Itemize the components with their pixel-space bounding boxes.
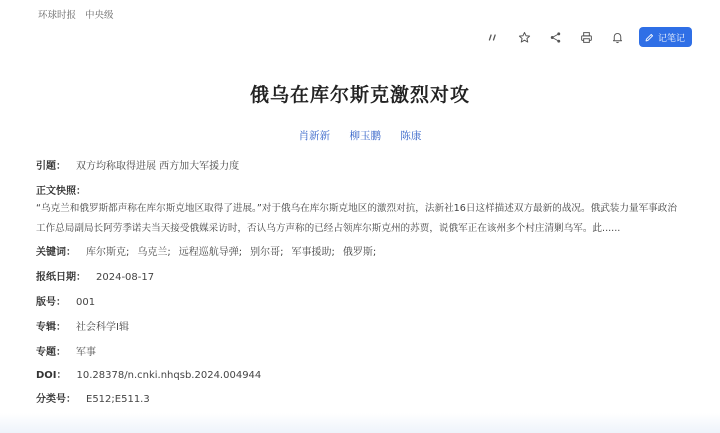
bottom-band	[0, 413, 720, 433]
summary-text: “乌克兰和俄罗斯都声称在库尔斯克地区取得了进展。”对于俄乌在库尔斯克地区的激烈对抗，法新社16日这样描述双方最新的战况。俄武装力量军事政治工作总局副局长阿劳季诺夫当天接受俄媒采访时，否认乌方声称的已经占领库尔斯克州的苏贾，说俄军正在该州多个村庄清剿乌军。此......	[36, 203, 677, 234]
class-number-value: E512;E511.3	[86, 394, 150, 405]
doi-label: DOI：	[36, 370, 67, 381]
pencil-icon	[644, 32, 655, 43]
topic-label: 专题：	[36, 347, 66, 358]
edition-value: 001	[76, 297, 96, 308]
take-notes-label: 记笔记	[657, 33, 685, 44]
series-label: 专辑：	[36, 322, 66, 333]
date-label: 报纸日期：	[36, 272, 86, 283]
date-value: 2024-08-17	[96, 272, 155, 283]
article-title: 俄乌在库尔斯克激烈对攻	[249, 84, 470, 106]
take-notes-button[interactable]	[639, 27, 692, 47]
keyword-link[interactable]: 乌克兰;	[137, 247, 171, 258]
top-bar	[0, 0, 720, 60]
series-value: 社会科学Ⅰ辑	[76, 322, 129, 333]
print-icon	[580, 31, 593, 44]
lead-value: 双方均称取得进展 西方加大军援力度	[76, 161, 240, 172]
author-link[interactable]: 柳玉鹏	[349, 130, 381, 142]
topic-field	[36, 343, 96, 358]
date-field	[36, 268, 154, 283]
keywords-field	[36, 243, 384, 258]
newspaper-name[interactable]: 环球时报	[38, 10, 77, 21]
keyword-link[interactable]: 远程巡航导弹;	[178, 247, 243, 258]
topic-value: 军事	[76, 347, 96, 358]
edition-label: 版号：	[36, 297, 66, 308]
edition-field	[36, 293, 95, 308]
author-link[interactable]: 肖新新	[298, 130, 331, 142]
quote-button[interactable]	[483, 26, 505, 48]
newspaper-level: 中央级	[85, 10, 114, 21]
source-info	[38, 7, 120, 21]
share-icon	[549, 31, 562, 44]
toolbar	[474, 26, 692, 48]
keyword-link[interactable]: 俄罗斯;	[342, 247, 377, 258]
lead-field	[36, 157, 239, 172]
favorite-button[interactable]	[514, 26, 536, 48]
class-number-field	[36, 390, 150, 405]
quote-icon	[487, 31, 500, 44]
star-icon	[518, 31, 531, 44]
print-button[interactable]	[576, 26, 598, 48]
keywords-label: 关键词：	[36, 247, 76, 258]
series-field	[36, 318, 129, 333]
alert-button[interactable]	[607, 26, 629, 48]
bell-icon	[611, 31, 624, 44]
share-button[interactable]	[545, 26, 567, 48]
summary-label: 正文快照：	[36, 186, 86, 197]
lead-label: 引题：	[36, 161, 66, 172]
author-link[interactable]: 陈康	[400, 130, 422, 142]
keyword-link[interactable]: 库尔斯克;	[86, 247, 130, 258]
keyword-link[interactable]: 别尔哥;	[250, 247, 284, 258]
doi-value: 10.28378/n.cnki.nhqsb.2024.004944	[76, 370, 262, 381]
keyword-link[interactable]: 军事援助;	[291, 247, 335, 258]
author-list	[0, 128, 720, 143]
doi-field	[36, 366, 261, 381]
class-number-label: 分类号：	[36, 394, 76, 405]
